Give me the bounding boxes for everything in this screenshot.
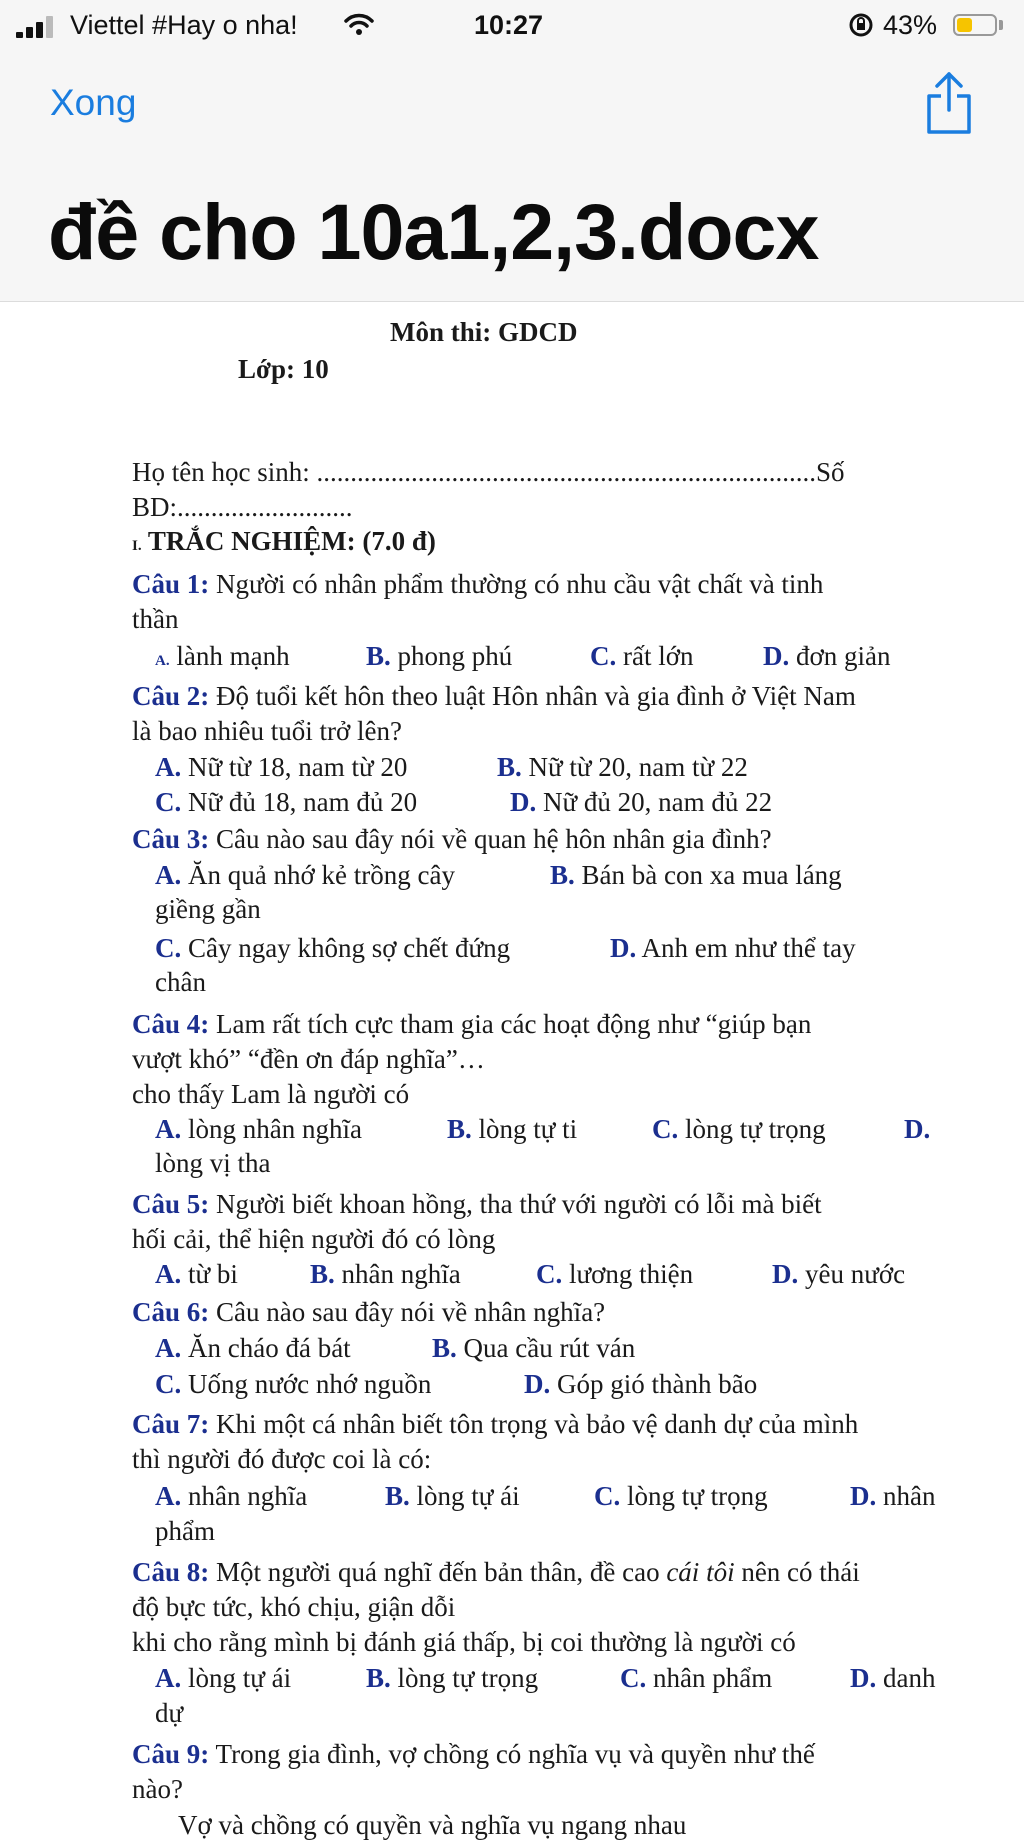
battery-cap	[999, 20, 1003, 30]
option-key: A.	[155, 653, 170, 669]
option-c: nhân phẩm	[653, 1663, 773, 1693]
exam-subject: Môn thi: GDCD	[390, 317, 578, 347]
option-key: C.	[594, 1481, 621, 1511]
done-button[interactable]: Xong	[50, 82, 137, 123]
option-key: D.	[763, 641, 790, 671]
section-number: I.	[132, 538, 142, 554]
option-a: Ăn quả nhớ kẻ trồng cây	[188, 860, 455, 890]
option-key: B.	[432, 1333, 457, 1363]
option-key: C.	[155, 1369, 182, 1399]
question-text-cont: hối cải, thể hiện người đó có lòng	[132, 1224, 496, 1254]
option-key: D.	[510, 787, 537, 817]
option-c: lòng tự trọng	[685, 1114, 826, 1144]
option-key: A.	[155, 1663, 182, 1693]
option-a: lành mạnh	[176, 641, 290, 671]
question-text: Một người quá nghĩ đến bản thân, đề cao	[216, 1557, 660, 1587]
option-key: D.	[772, 1259, 799, 1289]
question-text: nên có thái	[741, 1557, 860, 1587]
option-key: A.	[155, 860, 182, 890]
option-c: lương thiện	[569, 1259, 694, 1289]
option-b: nhân nghĩa	[341, 1259, 461, 1289]
option-key: C.	[155, 787, 182, 817]
question-label: Câu 9:	[132, 1739, 210, 1769]
clock: 10:27	[474, 10, 544, 40]
option-a: nhân nghĩa	[188, 1481, 308, 1511]
question-text: Độ tuổi kết hôn theo luật Hôn nhân và gia đình ở Việt Nam	[216, 681, 856, 711]
share-icon[interactable]	[925, 70, 973, 136]
option-b-cont: giềng gần	[155, 894, 261, 924]
option-d: danh	[883, 1663, 936, 1693]
option-c: lòng tự trọng	[627, 1481, 768, 1511]
battery-percent: 43%	[883, 10, 938, 40]
question-text-emphasis: cái tôi	[666, 1557, 735, 1587]
question-text: Câu nào sau đây nói về nhân nghĩa?	[216, 1297, 606, 1327]
option-key: B.	[447, 1114, 472, 1144]
option-key: D.	[850, 1663, 877, 1693]
option-key: D.	[850, 1481, 877, 1511]
option-key: C.	[155, 933, 182, 963]
question-text-cont: cho thấy Lam là người có	[132, 1079, 410, 1109]
option-key: A.	[155, 752, 182, 782]
option-b: Nữ từ 20, nam từ 22	[528, 752, 748, 782]
question-text-cont: nào?	[132, 1774, 183, 1804]
option-key: A.	[155, 1259, 182, 1289]
question-label: Câu 1:	[132, 569, 210, 599]
question-label: Câu 8:	[132, 1557, 210, 1587]
option-b: lòng tự trọng	[397, 1663, 539, 1693]
option-key: D.	[524, 1369, 551, 1399]
battery-level	[957, 18, 972, 32]
option-key: C.	[652, 1114, 679, 1144]
orientation-lock-icon	[848, 12, 874, 45]
option-d: Anh em như thể tay	[641, 933, 856, 963]
status-bar	[0, 0, 1024, 52]
option-b: lòng tự ti	[478, 1114, 578, 1144]
option-key: A.	[155, 1333, 182, 1363]
option-key: C.	[536, 1259, 563, 1289]
question-text: Người biết khoan hồng, tha thứ với người có lỗi mà biết	[216, 1189, 822, 1219]
carrier-name: Viettel #Hay o nha!	[70, 10, 298, 40]
option-key: D.	[904, 1114, 931, 1144]
option-key: B.	[385, 1481, 410, 1511]
option-c: rất lớn	[623, 641, 694, 671]
exam-grade: Lớp: 10	[238, 354, 329, 384]
question-text: Trong gia đình, vợ chồng có nghĩa vụ và quyền như thế	[215, 1739, 815, 1769]
option-d-cont: chân	[155, 967, 206, 997]
option-a: lòng nhân nghĩa	[188, 1114, 362, 1144]
option-key: B.	[366, 641, 391, 671]
option-d: Góp gió thành bão	[557, 1369, 758, 1399]
option-b: Qua cầu rút ván	[463, 1333, 636, 1363]
option-key: B.	[366, 1663, 391, 1693]
question-label: Câu 3:	[132, 824, 210, 854]
option-a: từ bi	[188, 1259, 238, 1289]
question-text-cont: độ bực tức, khó chịu, giận dỗi	[132, 1592, 456, 1622]
file-title: đề cho 10a1,2,3.docx	[48, 187, 819, 276]
option-c: Nữ đủ 18, nam đủ 20	[188, 787, 418, 817]
question-label: Câu 2:	[132, 681, 210, 711]
option-d: yêu nước	[805, 1259, 906, 1289]
question-text: Câu nào sau đây nói về quan hệ hôn nhân gia đình?	[216, 824, 772, 854]
option-b: Bán bà con xa mua láng	[581, 860, 842, 890]
question-label: Câu 6:	[132, 1297, 210, 1327]
option-a: Nữ từ 18, nam từ 20	[188, 752, 408, 782]
option-d: đơn giản	[796, 641, 891, 671]
option-c: Uống nước nhớ nguồn	[188, 1369, 432, 1399]
option-key: B.	[310, 1259, 335, 1289]
question-text-cont: thần	[132, 604, 179, 634]
option-d: Nữ đủ 20, nam đủ 22	[543, 787, 773, 817]
question-text: Lam rất tích cực tham gia các hoạt động như “giúp bạn	[216, 1009, 812, 1039]
question-label: Câu 7:	[132, 1409, 210, 1439]
option-key: A.	[155, 1481, 182, 1511]
option-key: D.	[610, 933, 637, 963]
option-key: A.	[155, 1114, 182, 1144]
option-key: C.	[620, 1663, 647, 1693]
option-d: nhân	[883, 1481, 936, 1511]
option-c: Cây ngay không sợ chết đứng	[188, 933, 511, 963]
question-label: Câu 5:	[132, 1189, 210, 1219]
student-id-line: BD:..........................	[132, 492, 353, 522]
question-label: Câu 4:	[132, 1009, 210, 1039]
question-text-cont: khi cho rằng mình bị đánh giá thấp, bị coi thường là người có	[132, 1627, 796, 1657]
option-key: C.	[590, 641, 617, 671]
option-d-cont: phẩm	[155, 1516, 215, 1546]
question-text: Người có nhân phẩm thường có nhu cầu vật chất và tinh	[216, 569, 824, 599]
battery-icon	[953, 14, 997, 36]
question-text-cont: là bao nhiêu tuổi trở lên?	[132, 716, 402, 746]
question-text-cont: vượt khó” “đền ơn đáp nghĩa”…	[132, 1044, 485, 1074]
document-page[interactable]	[0, 302, 1024, 1840]
wifi-icon	[344, 12, 374, 43]
option-key: B.	[550, 860, 575, 890]
option-a-partial: Vợ và chồng có quyền và nghĩa vụ ngang nhau	[178, 1810, 687, 1840]
option-a: Ăn cháo đá bát	[188, 1333, 351, 1363]
question-text: Khi một cá nhân biết tôn trọng và bảo vệ danh dự của mình	[216, 1409, 859, 1439]
option-b: phong phú	[397, 641, 513, 671]
option-d: lòng vị tha	[155, 1148, 271, 1178]
question-text-cont: thì người đó được coi là có:	[132, 1444, 432, 1474]
option-a: lòng tự ái	[188, 1663, 292, 1693]
student-name-line: Họ tên học sinh: ..........................................................................Số	[132, 457, 845, 487]
option-b: lòng tự ái	[416, 1481, 520, 1511]
option-d-cont: dự	[155, 1698, 184, 1728]
option-key: B.	[497, 752, 522, 782]
section-title: TRẮC NGHIỆM: (7.0 đ)	[147, 526, 436, 556]
